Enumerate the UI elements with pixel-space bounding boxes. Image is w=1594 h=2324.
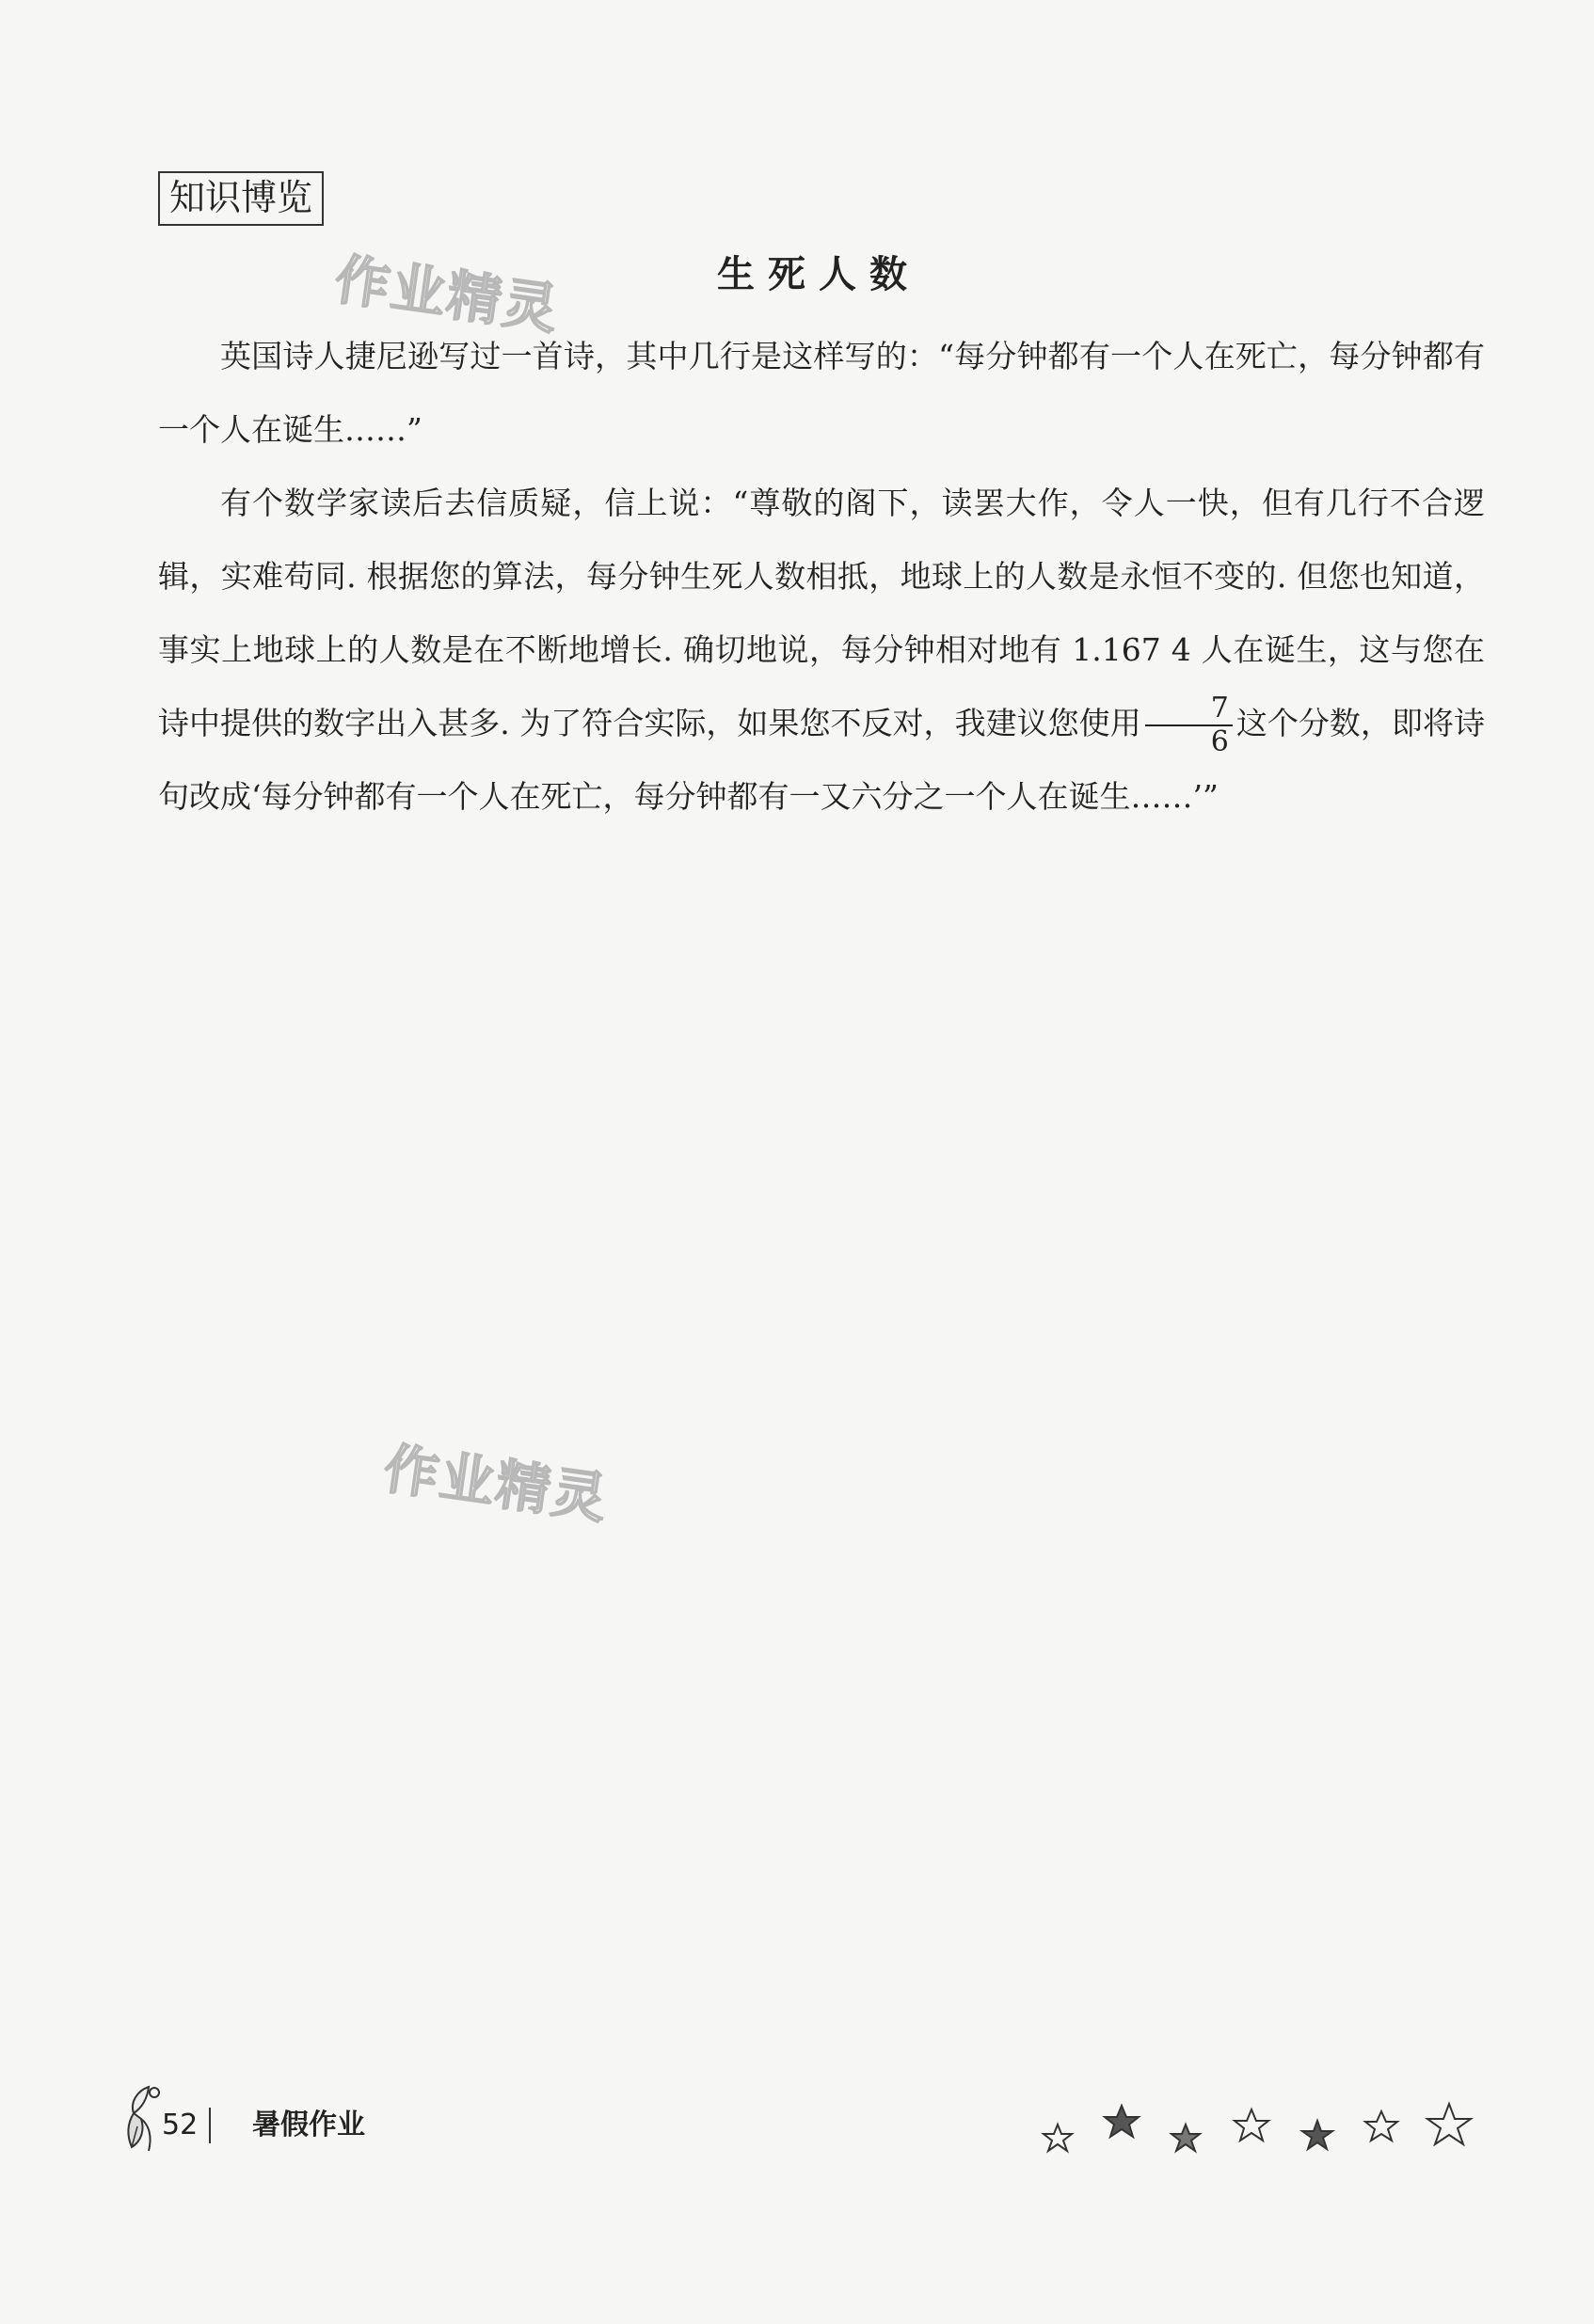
fraction-denominator: 6 bbox=[1210, 725, 1229, 758]
section-label: 知识博览 bbox=[158, 171, 324, 226]
fraction-numerator: 7 bbox=[1145, 692, 1233, 726]
paragraph-1: 英国诗人捷尼逊写过一首诗，其中几行是这样写的：“每分钟都有一个人在死亡，每分钟都有一个人在诞生……” bbox=[158, 338, 1485, 448]
watermark-top: 作业精灵 bbox=[330, 247, 564, 342]
article-body bbox=[158, 320, 1485, 834]
star-rating-decoration bbox=[1035, 2096, 1487, 2162]
page-number: 52 bbox=[162, 2108, 211, 2143]
star-icon bbox=[1044, 2125, 1072, 2151]
paragraph-2-before: 有个数学家读后去信质疑，信上说：“尊敬的阁下，读罢大作，令人一快，但有几行不合逻辑，实难苟同. 根据您的算法，每分钟生死人数相抵，地球上的人数是永恒不变的. 但您也知道，事实上地球上的人数是在不断地增长. 确切地说，每分钟相对地有 1.167 4 人在诞生，这与您在诗中提供的数字出入甚多. 为了符合实际，如果您不反对，我建议您使用 bbox=[158, 485, 1485, 741]
star-icon bbox=[1427, 2104, 1471, 2144]
book-title-label: 暑假作业 bbox=[252, 2109, 365, 2141]
star-icon bbox=[1302, 2121, 1332, 2149]
watermark-middle: 作业精灵 bbox=[379, 1436, 613, 1532]
article-title: 生死人数 bbox=[717, 253, 920, 296]
star-icon bbox=[1365, 2111, 1397, 2141]
star-icon bbox=[1172, 2125, 1200, 2151]
paragraph-2 bbox=[158, 467, 1485, 834]
star-icon bbox=[1105, 2106, 1139, 2137]
star-icon bbox=[1235, 2109, 1268, 2141]
leaf-flower-icon bbox=[120, 2081, 167, 2157]
fraction bbox=[1145, 692, 1233, 758]
paragraph-2-after: 这个分数，即将诗句改成‘每分钟都有一个人在死亡，每分钟都有一又六分之一个人在诞生……’” bbox=[158, 705, 1485, 815]
